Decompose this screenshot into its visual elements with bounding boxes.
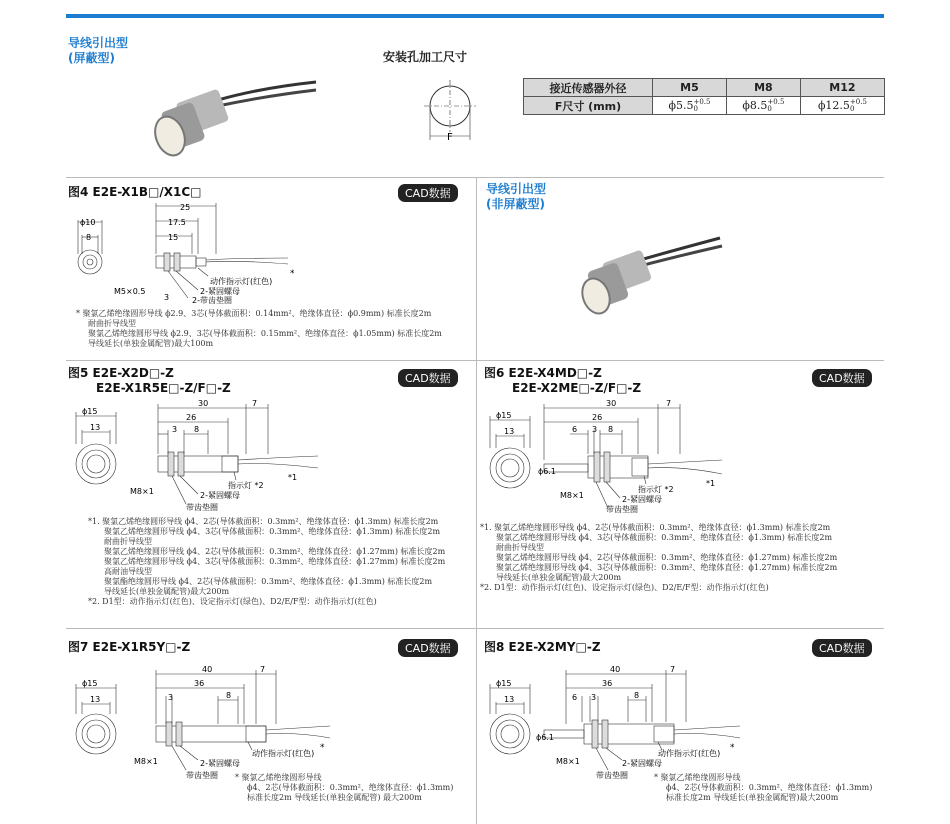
fig5-dim-m8: M8×1 — [130, 487, 154, 496]
fig6-notes — [480, 523, 880, 593]
mounting-title: 安装孔加工尺寸 — [383, 50, 468, 64]
fig5-title — [68, 366, 231, 396]
fig5-dim-26: 26 — [186, 413, 197, 422]
fig4-label-indicator: 动作指示灯(红色) — [210, 277, 273, 286]
cad-data-button[interactable]: CAD数据 — [812, 639, 872, 657]
fig5-label-indicator: 指示灯 *2 — [228, 481, 264, 490]
note-line: 聚氯乙烯绝缘圆形导线 ϕ4、2芯(导体截面积：0.3mm²、绝缘体直径：ϕ1.27mm) 标准长度2m — [104, 547, 446, 556]
note-line: *2. D1型：动作指示灯(红色)、设定指示灯(绿色)、D2/E/F型：动作指示灯(红色) — [480, 583, 769, 592]
fig8-dim-m8: M8×1 — [556, 757, 580, 766]
fig5-notes — [88, 517, 478, 607]
note-line: ϕ4、2芯(导体截面积：0.3mm²、绝缘体直径：ϕ1.3mm) — [666, 783, 873, 792]
shielded-heading — [68, 36, 128, 66]
fig7-dim-40: 40 — [202, 665, 213, 674]
cad-data-button[interactable]: CAD数据 — [812, 369, 872, 387]
note-line: 高耐油导线型 — [104, 567, 152, 576]
table-header-cell: 接近传感器外径 — [524, 79, 653, 97]
fig6-drawing — [482, 398, 742, 516]
fig6-title-line1: 图6 E2E-X4MD□-Z — [484, 366, 602, 380]
fig8-drawing — [482, 664, 782, 782]
fig6-dim-phi15: ϕ15 — [496, 411, 512, 420]
fig5-dim-3: 3 — [172, 425, 178, 434]
table-header-cell: M8 — [726, 79, 800, 97]
fig6-dim-phi6-1: ϕ6.1 — [538, 467, 556, 476]
fig4-dim-phi10: ϕ10 — [80, 218, 96, 227]
fig7-dim-m8: M8×1 — [134, 757, 158, 766]
fig4-dim-8: 8 — [86, 233, 92, 242]
note-line: *1. 聚氯乙烯绝缘圆形导线 ϕ4、2芯(导体截面积：0.3mm²、绝缘体直径：ϕ1.3mm) 标准长度2m — [88, 517, 439, 526]
note-line: 导线延长(单独金属配管)最大200m — [496, 573, 622, 582]
note-line: 导线延长(单独金属配管)最大200m — [104, 587, 230, 596]
note-line: *2. D1型：动作指示灯(红色)、设定指示灯(绿色)、D2/E/F型：动作指示灯(红色) — [88, 597, 377, 606]
fig5-label-washer: 带齿垫圈 — [186, 503, 218, 512]
fig8-dim-36: 36 — [602, 679, 613, 688]
fig5-dim-phi15: ϕ15 — [82, 407, 98, 416]
fig6-label-star1: *1 — [706, 479, 716, 488]
fig4-dim-15: 15 — [168, 233, 179, 242]
fig8-dim-phi6-1: ϕ6.1 — [536, 733, 554, 742]
fig4-title: 图4 E2E-X1B□/X1C□ — [68, 185, 202, 199]
fig6-dim-13: 13 — [504, 427, 515, 436]
fig6-dim-m8: M8×1 — [560, 491, 584, 500]
fig6-dim-8: 8 — [608, 425, 614, 434]
note-line: 耐曲折导线型 — [88, 319, 136, 328]
shielded-subtitle: (屏蔽型) — [68, 51, 115, 65]
column-divider — [476, 177, 477, 824]
fig8-title: 图8 E2E-X2MY□-Z — [484, 640, 601, 654]
fig4-label-nut: 2-紧固螺母 — [200, 287, 240, 296]
fig6-dim-26: 26 — [592, 413, 603, 422]
table-cell: ϕ8.5+0.5 0 — [726, 97, 800, 115]
fig8-notes — [654, 773, 894, 803]
table-cell: ϕ12.5+0.5 0 — [800, 97, 884, 115]
cad-data-button[interactable]: CAD数据 — [398, 639, 458, 657]
fig5-dim-30: 30 — [198, 399, 209, 408]
dimension-table — [523, 78, 885, 115]
note-line: * 聚氯乙烯绝缘圆形导线 — [654, 773, 741, 782]
fig5-dim-7: 7 — [252, 399, 258, 408]
unshielded-sensor-photo — [570, 232, 730, 322]
note-line: * 聚氯乙烯绝缘圆形导线 — [235, 773, 322, 782]
note-line: 聚氯乙烯绝缘圆形导线 ϕ4、3芯(导体截面积：0.3mm²、绝缘体直径：ϕ1.27mm) 标准长度2m — [104, 557, 446, 566]
table-header-cell: M5 — [653, 79, 727, 97]
fig7-dim-13: 13 — [90, 695, 101, 704]
fig8-dim-8: 8 — [634, 691, 640, 700]
fig4-notes — [76, 309, 476, 349]
note-line: 标准长度2m 导线延长(单独金属配管) 最大200m — [247, 793, 422, 802]
note-line: * 聚氯乙烯绝缘圆形导线 ϕ2.9、3芯(导体截面积：0.14mm²、绝缘体直径：ϕ0.9mm) 标准长度2m — [76, 309, 432, 318]
note-line: 聚氯乙烯绝缘圆形导线 ϕ2.9、3芯(导体截面积：0.15mm²、绝缘体直径：ϕ1.05mm) 标准长度2m — [88, 329, 442, 338]
fig6-title-line2: E2E-X2ME□-Z/F□-Z — [512, 381, 642, 395]
fig8-dim-3: 3 — [591, 693, 597, 702]
note-line: 标准长度2m 导线延长(单独金属配管)最大200m — [666, 793, 839, 802]
note-line: 聚氯乙烯绝缘圆形导线 ϕ4、3芯(导体截面积：0.3mm²、绝缘体直径：ϕ1.3mm) 标准长度2m — [496, 533, 833, 542]
fig7-dim-8: 8 — [226, 691, 232, 700]
top-rule — [66, 14, 884, 18]
fig7-label-nut: 2-紧固螺母 — [200, 759, 240, 768]
fig5-label-star1: *1 — [288, 473, 298, 482]
note-line: 耐曲折导线型 — [496, 543, 544, 552]
fig7-dim-phi15: ϕ15 — [82, 679, 98, 688]
table-cell: ϕ5.5+0.5 0 — [653, 97, 727, 115]
fig4-dim-25: 25 — [180, 203, 191, 212]
mounting-hole-drawing — [415, 78, 485, 148]
note-line: 聚氯酯绝缘圆形导线 ϕ4、2芯(导体截面积：0.3mm²、绝缘体直径：ϕ1.3mm) 标准长度2m — [104, 577, 433, 586]
fig6-label-nut: 2-紧固螺母 — [622, 495, 662, 504]
fig5-label-nut: 2-紧固螺母 — [200, 491, 240, 500]
fig4-dim-17-5: 17.5 — [168, 218, 186, 227]
fig5-dim-8: 8 — [194, 425, 200, 434]
fig5-title-line1: 图5 E2E-X2D□-Z — [68, 366, 174, 380]
fig4-label-washer: 2-带齿垫圈 — [192, 296, 232, 305]
fig7-title: 图7 E2E-X1R5Y□-Z — [68, 640, 191, 654]
section-divider — [66, 628, 884, 629]
fig7-dim-36: 36 — [194, 679, 205, 688]
note-line: 导线延长(单独金属配管)最大100m — [88, 339, 214, 348]
fig7-dim-3: 3 — [168, 693, 174, 702]
mounting-f-label: F — [447, 132, 453, 143]
fig7-label-star: * — [320, 743, 325, 753]
shielded-title: 导线引出型 — [68, 36, 129, 50]
fig6-title — [484, 366, 641, 396]
fig4-star: * — [290, 269, 295, 279]
fig6-dim-7: 7 — [666, 399, 672, 408]
fig8-dim-7: 7 — [670, 665, 676, 674]
table-row-label: F尺寸 (mm) — [524, 97, 653, 115]
fig7-notes — [235, 773, 475, 803]
unshielded-subtitle: (非屏蔽型) — [486, 197, 545, 211]
unshielded-heading — [486, 182, 546, 212]
note-line: 聚氯乙烯绝缘圆形导线 ϕ4、3芯(导体截面积：0.3mm²、绝缘体直径：ϕ1.27mm) 标准长度2m — [496, 563, 838, 572]
fig8-label-washer: 带齿垫圈 — [596, 771, 628, 780]
fig6-label-indicator: 指示灯 *2 — [638, 485, 674, 494]
fig6-dim-3: 3 — [592, 425, 598, 434]
fig8-dim-phi15: ϕ15 — [496, 679, 512, 688]
fig6-dim-6: 6 — [572, 425, 578, 434]
fig8-label-nut: 2-紧固螺母 — [622, 759, 662, 768]
fig7-drawing — [68, 664, 368, 782]
fig8-dim-13: 13 — [504, 695, 515, 704]
note-line: 聚氯乙烯绝缘圆形导线 ϕ4、3芯(导体截面积：0.3mm²、绝缘体直径：ϕ1.3mm) 标准长度2m — [104, 527, 441, 536]
unshielded-title: 导线引出型 — [486, 182, 547, 196]
fig8-dim-40: 40 — [610, 665, 621, 674]
fig6-dim-30: 30 — [606, 399, 617, 408]
fig5-drawing — [68, 398, 328, 516]
fig7-label-washer: 带齿垫圈 — [186, 771, 218, 780]
note-line: 耐曲折导线型 — [104, 537, 152, 546]
note-line: 聚氯乙烯绝缘圆形导线 ϕ4、2芯(导体截面积：0.3mm²、绝缘体直径：ϕ1.27mm) 标准长度2m — [496, 553, 838, 562]
fig8-label-star: * — [730, 743, 735, 753]
fig4-dim-m5: M5×0.5 — [114, 287, 146, 296]
cad-data-button[interactable]: CAD数据 — [398, 369, 458, 387]
note-line: *1. 聚氯乙烯绝缘圆形导线 ϕ4、2芯(导体截面积：0.3mm²、绝缘体直径：ϕ1.3mm) 标准长度2m — [480, 523, 831, 532]
table-header-cell: M12 — [800, 79, 884, 97]
section-divider — [66, 177, 884, 178]
fig6-label-washer: 带齿垫圈 — [606, 505, 638, 514]
fig4-drawing — [68, 198, 328, 308]
fig5-title-line2: E2E-X1R5E□-Z/F□-Z — [96, 381, 231, 395]
fig7-label-indicator: 动作指示灯(红色) — [252, 749, 315, 758]
fig7-dim-7: 7 — [260, 665, 266, 674]
cad-data-button[interactable]: CAD数据 — [398, 184, 458, 202]
fig8-label-indicator: 动作指示灯(红色) — [658, 749, 721, 758]
section-divider — [66, 360, 884, 361]
fig8-dim-6: 6 — [572, 693, 578, 702]
fig4-dim-3: 3 — [164, 293, 170, 302]
note-line: ϕ4、2芯(导体截面积：0.3mm²、绝缘体直径：ϕ1.3mm) — [247, 783, 454, 792]
fig5-dim-13: 13 — [90, 423, 101, 432]
shielded-sensor-photo — [140, 78, 320, 168]
